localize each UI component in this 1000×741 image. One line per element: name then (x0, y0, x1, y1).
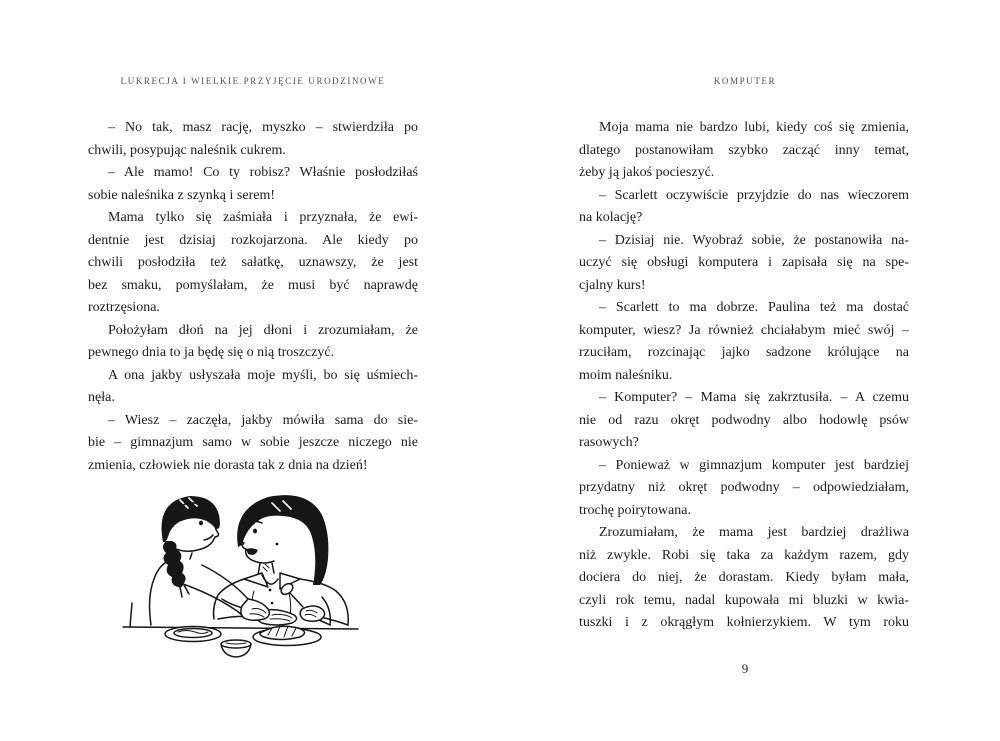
text-line: uczyć się obsługi komputera i zapisała się na spe- (579, 255, 909, 270)
text-line: – Ponieważ w gimnazjum komputer jest bardziej (599, 457, 909, 473)
text-line: nęła. (88, 390, 115, 405)
text-line: cjalny kurs! (579, 277, 646, 293)
text-line: tuszki i z okrągłym kołnierzykiem. W tym roku (579, 615, 909, 630)
text-line: nie od razu okręt podwodny albo hodowlę psów (579, 412, 909, 428)
text-line: żeby ją jakoś pocieszyć. (579, 165, 715, 180)
text-line: dentnie jest dzisiaj rozkojarzona. Ale kiedy po (88, 232, 418, 248)
text-line: Mama tylko się zaśmiała i przyznała, że ewi- (108, 210, 418, 225)
text-line: pewnego dnia to ja będę się o nią troszczyć. (88, 345, 335, 360)
left-page-text-column (88, 117, 418, 477)
text-line: Położyłam dłoń na jej dłoni i zrozumiałam, że (108, 322, 418, 338)
text-line: czyli rok temu, nadal kupowała mi bluzki w kwia- (579, 592, 909, 608)
text-line: moim naleśniku. (579, 367, 673, 383)
text-line: rasowych? (579, 435, 639, 450)
text-line: na kolację? (579, 210, 643, 225)
text-line: niż zwykle. Robi się taka za każdym razem, gdy (579, 547, 909, 563)
text-line: rzuciłam, rozcinając jajko sadzone królujące na (579, 345, 909, 360)
text-line: roztrzęsiona. (88, 300, 160, 315)
text-line: – Dzisiaj nie. Wyobraź sobie, że postanowiła na- (599, 232, 909, 248)
page-number: 9 (741, 661, 749, 676)
text-line: – Ale mamo! Co ty robisz? Właśnie posłodziłaś (108, 165, 418, 180)
spoon (290, 593, 303, 607)
right-page-text-column (579, 117, 909, 635)
table-edge (123, 627, 358, 629)
mother-mouth (246, 548, 258, 555)
text-line: sobie naleśnika z szynką i serem! (88, 187, 275, 203)
text-line: A ona jakby usłyszała moje myśli, bo się uśmiech- (108, 367, 418, 383)
text-line: chwili, posypując naleśnik cukrem. (88, 142, 286, 158)
text-line: bez smaku, pomyślałam, że musi być naprawdę (88, 277, 418, 293)
text-line: zmienia, człowiek nie dorasta tak z dnia na dzień! (88, 457, 368, 473)
text-line: – Wiesz – zaczęła, jakby mówiła sama do sie- (108, 412, 418, 428)
mother-hair (237, 495, 328, 585)
text-line: dlatego postanowiłam szybko zacząć inny temat, (579, 142, 909, 158)
text-line: komputer, wiesz? Ja również chciałabym mieć swój – (579, 322, 909, 338)
text-line: – Scarlett oczywiście przyjdzie do nas wieczorem (599, 187, 909, 203)
text-line: dociera do niej, że dorastam. Kiedy byłam mała, (579, 570, 909, 585)
illustration-mother-daughter-at-table (122, 487, 364, 663)
right-running-header: KOMPUTER (713, 76, 777, 86)
left-running-header: LUKRECJA I WIELKIE PRZYJĘCIE URODZINOWE (120, 76, 386, 86)
text-line: bie – gimnazjum samo w sobie jeszcze niczego nie (88, 435, 418, 450)
text-line: – Scarlett to ma dobrze. Paulina też ma dostać (599, 300, 909, 315)
text-line: Zrozumiałam, że mama jest bardziej drażliwa (599, 525, 909, 540)
text-line: trochę poirytowana. (579, 502, 691, 518)
text-line: przydatny niż okręt podwodny – odpowiedziałam, (579, 480, 909, 495)
girl-hand (241, 599, 269, 620)
text-line: – No tak, masz rację, myszko – stwierdziła po (108, 120, 418, 135)
text-line: – Komputer? – Mama się zakrztusiła. – A czemu (599, 390, 909, 405)
text-line: Moja mama nie bardzo lubi, kiedy coś się zmienia, (599, 120, 909, 135)
text-line: chwili posłodziła też sałatkę, uznawszy, że jest (88, 255, 418, 270)
